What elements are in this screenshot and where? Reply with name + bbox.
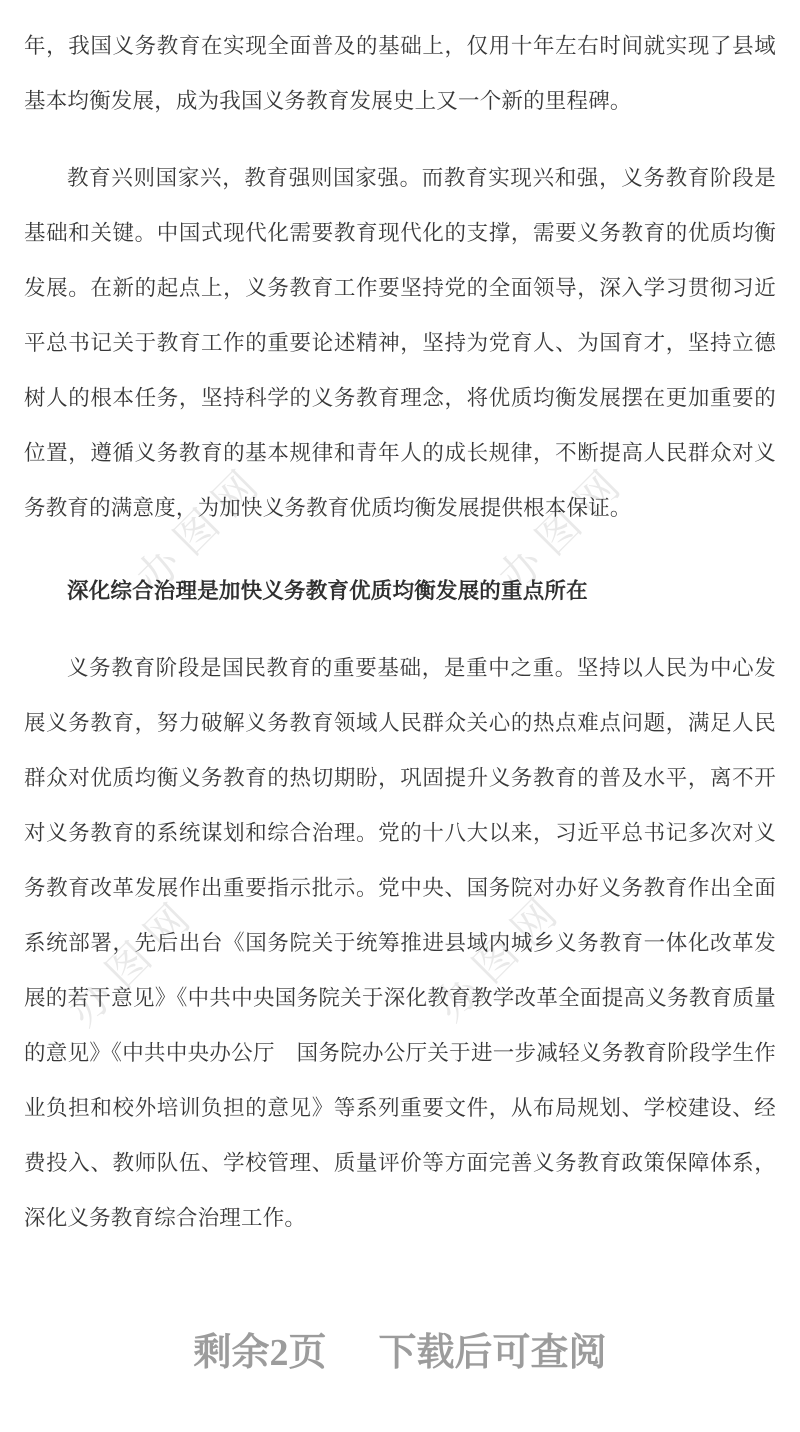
paragraph: 教育兴则国家兴，教育强则国家强。而教育实现兴和强，义务教育阶段是基础和关键。中国式现代化需要教育现代化的支撑，需要义务教育的优质均衡发展。在新的起点上，义务教育工作要坚持党的全面领导，深入学习贯彻习近平总书记关于教育工作的重要论述精神，坚持为党育人、为国育才，坚持立德树人的根本任务，坚持科学的义务教育理念，将优质均衡发展摆在更加重要的位置，遵循义务教育的基本规律和青年人的成长规律，不断提高人民群众对义务教育的满意度，为加快义务教育优质均衡发展提供根本保证。 (24, 166, 776, 520)
watermark-text: 办图网 (488, 453, 637, 602)
paragraph: 义务教育阶段是国民教育的重要基础，是重中之重。坚持以人民为中心发展义务教育，努力破解义务教育领域人民群众关心的热点难点问题，满足人民群众对优质均衡义务教育的热切期盼，巩固提升义务教育的普及水平，离不开对义务教育的系统谋划和综合治理。党的十八大以来，习近平总书记多次对义务教育改革发展作出重要指示批示。党中央、国务院对办好义务教育作出全面系统部署，先后出台《国务院关于统筹推进县域内城乡义务教育一体化改革发展的若干意见》《中共中央国务院关于深化教育教学改革全面提高义务教育质量的意见》《中共中央办公厅 国务院办公厅关于进一步减轻义务教育阶段学生作业负担和校外培训负担的意见》等系列重要文件，从布局规划、学校建设、经费投入、教师队伍、学校管理、质量评价等方面完善义务教育政策保障体系，深化义务教育综合治理工作。 (24, 656, 776, 1230)
pages-remaining-label: 剩余2页 (193, 1332, 327, 1374)
watermark-text: 办图网 (58, 886, 207, 1035)
paragraph: 年，我国义务教育在实现全面普及的基础上，仅用十年左右时间就实现了县域基本均衡发展，成为我国义务教育发展史上又一个新的里程碑。 (24, 34, 776, 113)
watermark-text: 办图网 (425, 881, 574, 1030)
pages-remaining-notice (0, 1330, 800, 1376)
section-heading: 深化综合治理是加快义务教育优质均衡发展的重点所在 (67, 579, 588, 603)
watermark-text: 办图网 (126, 453, 275, 602)
download-hint-label: 下载后可查阅 (378, 1332, 607, 1374)
